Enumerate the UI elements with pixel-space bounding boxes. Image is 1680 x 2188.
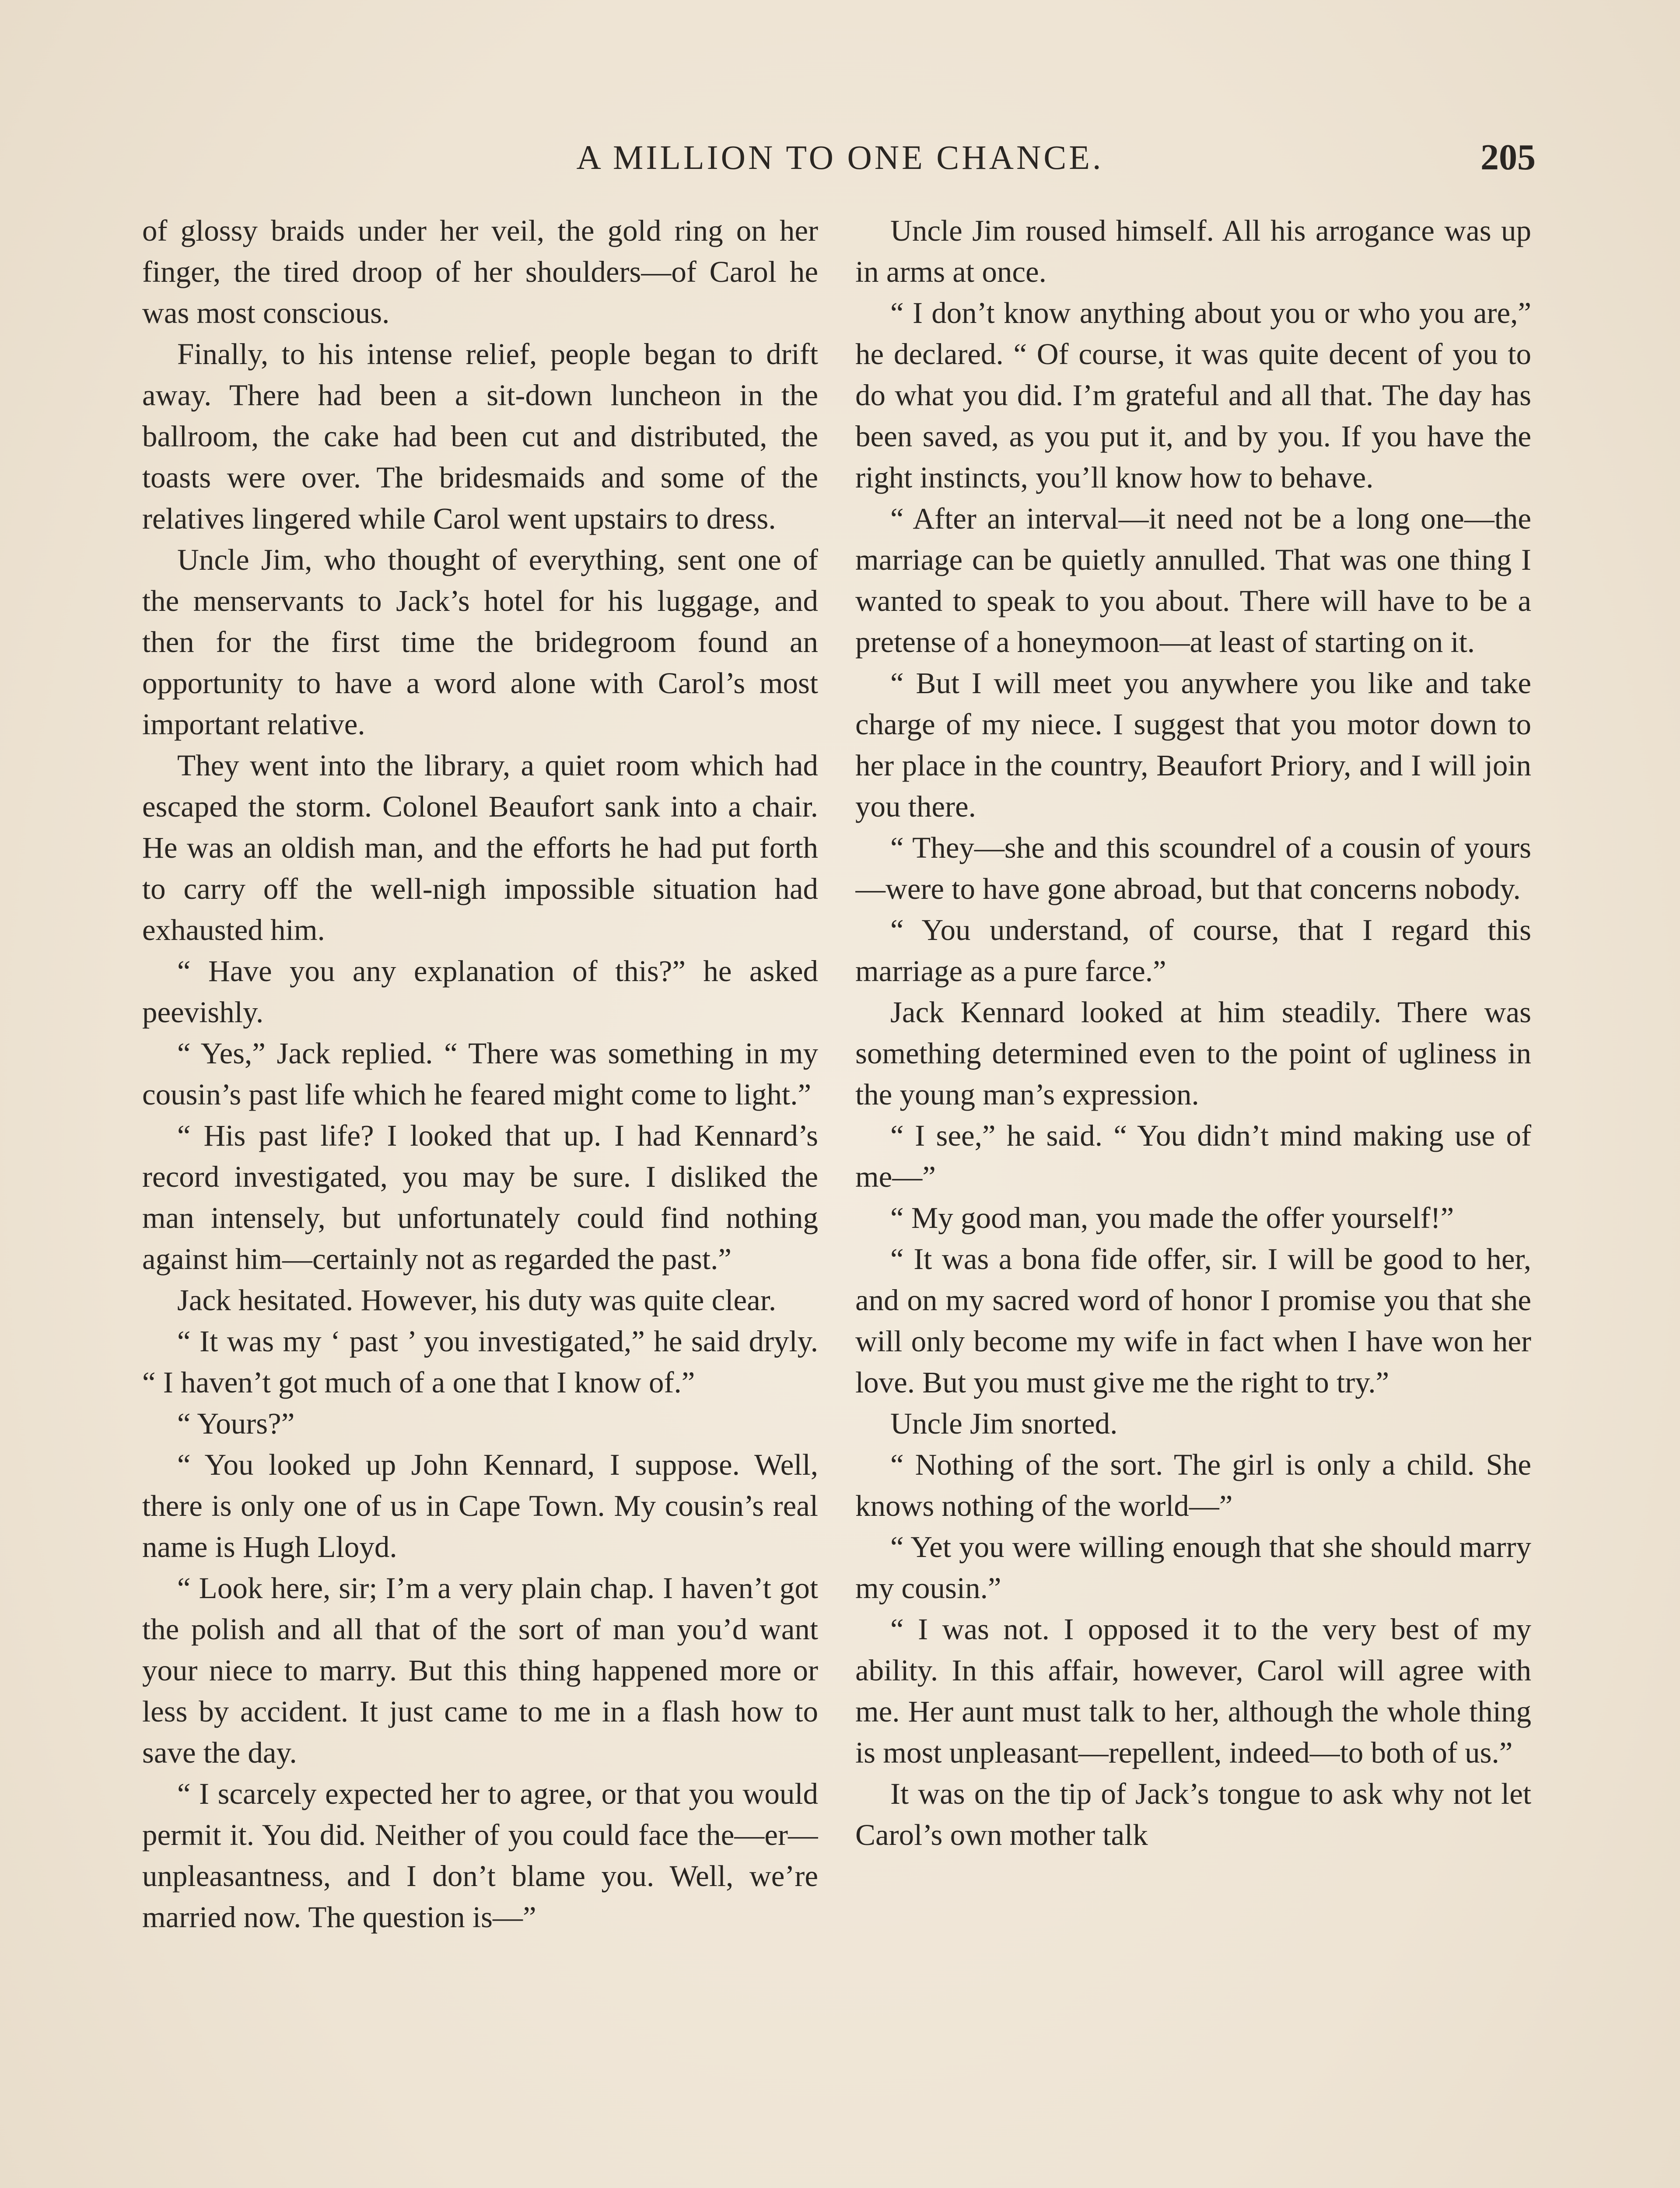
paragraph: “ They—she and this scoundrel of a cousin of yours—were to have gone abroad, but that concerns nobody. (855, 831, 1531, 905)
right-column (855, 210, 1531, 2188)
paragraph: “ Yours?” (177, 1407, 295, 1440)
paragraph: “ Yes,” Jack replied. “ There was something in my cousin’s past life which he feared might come to light.” (142, 1037, 818, 1111)
paragraph: Uncle Jim snorted. (890, 1407, 1118, 1440)
paragraph: “ You understand, of course, that I regard this marriage as a pure farce.” (855, 913, 1531, 988)
left-column (142, 210, 818, 2188)
paragraph: “ You looked up John Kennard, I suppose. Well, there is only one of us in Cape Town. My cousin’s real name is Hugh Lloyd. (142, 1448, 818, 1564)
paragraph: “ But I will meet you anywhere you like and take charge of my niece. I suggest that you motor down to her place in the country, Beaufort Priory, and I will join you there. (855, 666, 1531, 823)
paragraph: “ Look here, sir; I’m a very plain chap. I haven’t got the polish and all that of the sort of man you’d want your niece to marry. But this thing happened more or less by accident. It just came to me in a flash how to save the day. (142, 1571, 818, 1769)
paragraph: “ I scarcely expected her to agree, or that you would permit it. You did. Neither of you could face the—er—unpleasantness, and I don’t blame you. Well, we’re married now. The question is—” (142, 1777, 818, 1934)
paragraph: “ It was my ‘ past ’ you investigated,” he said dryly. “ I haven’t got much of a one that I know of.” (142, 1325, 818, 1399)
paragraph: They went into the library, a quiet room which had escaped the storm. Colonel Beaufort sank into a chair. He was an oldish man, and the efforts he had put forth to carry off the well-nigh impossible situation had exhausted him. (142, 749, 818, 947)
page-number: 205 (1480, 137, 1536, 178)
paragraph: “ It was a bona fide offer, sir. I will be good to her, and on my sacred word of honor I promise you that she will only become my wife in fact when I have won her love. But you must give me the right to try.” (855, 1242, 1531, 1399)
paragraph: Jack hesitated. However, his duty was quite clear. (177, 1283, 777, 1317)
paragraph: “ After an interval—it need not be a long one—the marriage can be quietly annulled. That was one thing I wanted to speak to you about. There will have to be a pretense of a honeymoon—at least of starting on it. (855, 502, 1531, 659)
paragraph: “ I don’t know anything about you or who you are,” he declared. “ Of course, it was quite decent of you to do what you did. I’m grateful and all that. The day has been saved, as you put it, and by you. If you have the right instincts, you’ll know how to behave. (855, 296, 1531, 494)
paragraph: “ Yet you were willing enough that she should marry my cousin.” (855, 1530, 1531, 1605)
paragraph: of glossy braids under her veil, the gold ring on her finger, the tired droop of her shoulders—of Carol he was most conscious. (142, 214, 818, 330)
running-title: A MILLION TO ONE CHANCE. (576, 138, 1104, 176)
paragraph: “ I was not. I opposed it to the very best of my ability. In this affair, however, Carol will agree with me. Her aunt must talk to her, although the whole thing is most unpleasant—repellent, indeed—to both of us.” (855, 1613, 1531, 1769)
paragraph: Finally, to his intense relief, people began to drift away. There had been a sit-down luncheon in the ballroom, the cake had been cut and distributed, the toasts were over. The bridesmaids and some of the relatives lingered while Carol went upstairs to dress. (142, 337, 818, 535)
paragraph: “ Nothing of the sort. The girl is only a child. She knows nothing of the world—” (855, 1448, 1531, 1522)
paragraph: “ My good man, you made the offer yourself!” (890, 1201, 1454, 1234)
paragraph: “ I see,” he said. “ You didn’t mind making use of me—” (855, 1119, 1531, 1193)
paragraph: “ Have you any explanation of this?” he asked peevishly. (142, 954, 818, 1029)
paragraph: Uncle Jim roused himself. All his arrogance was up in arms at once. (855, 214, 1531, 288)
running-head (144, 131, 1536, 184)
paragraph: Uncle Jim, who thought of everything, sent one of the menservants to Jack’s hotel for his luggage, and then for the first time the bridegroom found an opportunity to have a word alone with Carol’s most important relative. (142, 543, 818, 741)
paragraph: Jack Kennard looked at him steadily. There was something determined even to the point of ugliness in the young man’s expression. (855, 996, 1531, 1111)
paragraph: It was on the tip of Jack’s tongue to ask why not let Carol’s own mother talk (855, 1777, 1531, 1851)
paragraph: “ His past life? I looked that up. I had Kennard’s record investigated, you may be sure. I disliked the man intensely, but unfortunately could find nothing against him—certainly not as regarded the past.” (142, 1119, 818, 1276)
